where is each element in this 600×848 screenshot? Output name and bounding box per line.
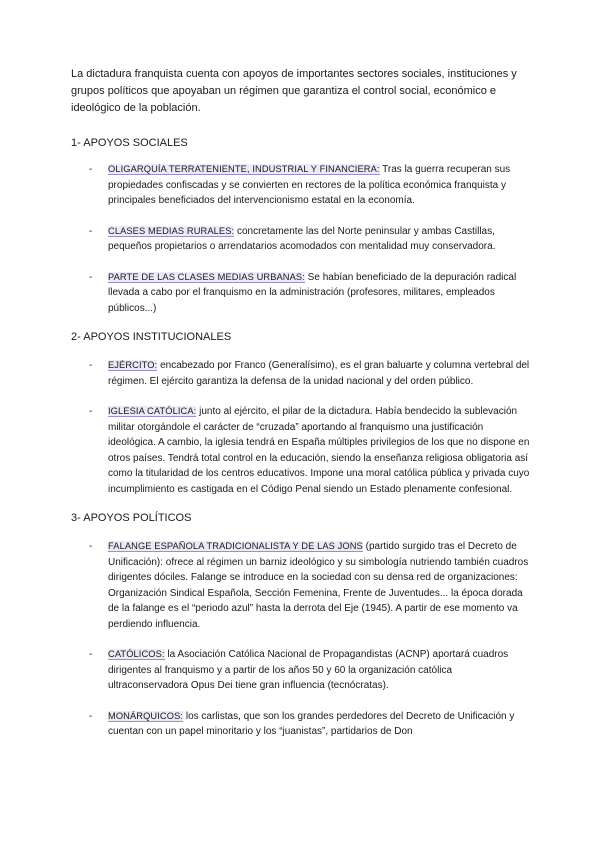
list-item <box>71 270 531 317</box>
item-label: IGLESIA CATÓLICA: <box>108 406 197 416</box>
item-text: encabezado por Franco (Generalísimo), es el gran baluarte y columna vertebral del régimen. El ejército garantiza la defensa de la unidad nacional y del orden público. <box>108 360 530 387</box>
list-item <box>71 647 531 694</box>
bullet-dash: - <box>89 406 93 417</box>
item-label: CATÓLICOS: <box>108 649 165 659</box>
document-page <box>71 66 531 740</box>
item-label: MONÁRQUICOS: <box>108 710 184 721</box>
list-item <box>71 358 531 389</box>
item-text: Se habían beneficiado de la depuración radical llevada a cabo por el franquismo en la administración (profesores, militares, empleados públicos...) <box>108 271 517 314</box>
bullet-dash: - <box>89 649 93 660</box>
item-text: la Asociación Católica Nacional de Propagandistas (ACNP) aportará cuadros dirigentes al franquismo y a partir de los años 50 y 60 la organización católica ultraconservadora Opus Dei tiene gran influencia (tecnócratas). <box>108 649 509 691</box>
item-text: concretamente las del Norte peninsular y ambas Castillas, pequeños propietarios o arrendatarios acomodados con mentalidad muy conservadora. <box>108 225 496 252</box>
section-heading: 3- APOYOS POLÍTICOS <box>71 512 192 524</box>
intro-paragraph: La dictadura franquista cuenta con apoyos de importantes sectores sociales, instituciones y grupos políticos que apoyaban un régimen que garantiza el control social, económico e ideológico de la población. <box>71 68 517 114</box>
item-label: PARTE DE LAS CLASES MEDIAS URBANAS: <box>108 271 305 282</box>
section-political <box>71 510 531 740</box>
item-label: EJÉRCITO: <box>108 360 158 370</box>
item-label: OLIGARQUÍA TERRATENIENTE, INDUSTRIAL Y FINANCIERA: <box>108 164 380 174</box>
section-social <box>71 135 531 316</box>
list-item <box>71 404 531 497</box>
bullet-dash: - <box>89 360 93 371</box>
list-item <box>71 709 531 740</box>
item-text: (partido surgido tras el Decreto de Unificación): ofrece al régimen un barniz ideológico y su simbología nutriendo también cuadros dirigentes dóciles. Falange se introduce en la sociedad con su densa red de organizaciones: Organización Sindical Española, Sección Femenina, Frente de Juventudes... la época dorada de la falange es el “periodo azul” hasta la derrota del Eje (1945). A partir de ese momento va perdiendo influencia. <box>108 541 529 630</box>
bullet-dash: - <box>89 541 93 552</box>
bullet-dash: - <box>89 164 93 175</box>
section-heading: 1- APOYOS SOCIALES <box>71 137 188 149</box>
list-item <box>71 162 531 209</box>
bullet-dash: - <box>89 710 93 722</box>
list-item <box>71 224 531 255</box>
section-institutional <box>71 329 531 497</box>
bullet-dash: - <box>89 225 93 237</box>
bullet-dash: - <box>89 271 93 283</box>
item-label: CLASES MEDIAS RURALES: <box>108 225 235 236</box>
item-text: junto al ejército, el pilar de la dictadura. Había bendecido la sublevación militar otorgándole el carácter de “cruzada” aportando al franquismo una justificación ideológica. A cambio, la iglesia tendrá en España múltiples privilegios de los que no dispone en otros países. Tendrá total control en la educación, siendo la enseñanza religiosa obligatoria así como la titularidad de los centros educativos. Impone una moral católica pública y privada cuyo incumplimiento es castigada en el Código Penal siendo un Estado plenamente confesional. <box>108 406 530 495</box>
section-heading: 2- APOYOS INSTITUCIONALES <box>71 331 232 343</box>
item-text: Tras la guerra recuperan sus propiedades confiscadas y se convierten en rectores de la política económica franquista y principales beneficiados del intervencionismo estatal en la economía. <box>108 164 511 206</box>
item-text: los carlistas, que son los grandes perdedores del Decreto de Unificación y cuentan con un papel minoritario y los “juanistas”, partidarios de Don <box>108 710 515 737</box>
list-item <box>71 539 531 632</box>
item-label: FALANGE ESPAÑOLA TRADICIONALISTA Y DE LAS JONS <box>108 541 363 551</box>
